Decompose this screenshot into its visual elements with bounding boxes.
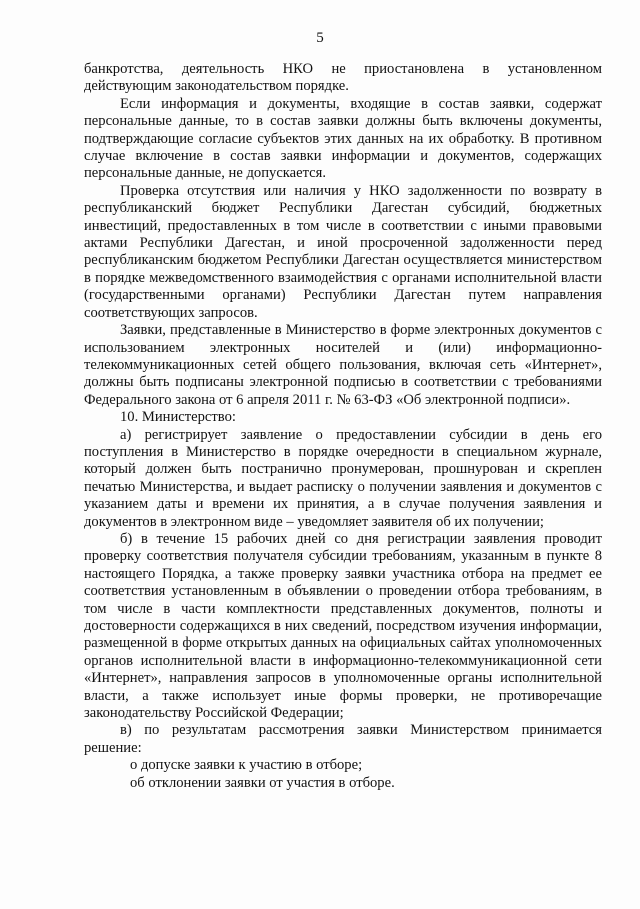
paragraph-item-10-b: б) в течение 15 рабочих дней со дня регистрации заявления проводит проверку соответствия получателя субсидии требованиям, указанным в пункте 8 настоящего Порядка, а также проверку заявки участника отбора на предмет ее соответствия установленным в объявлении о проведении отбора требованиям, в том числе в части комплектности представленных документов, полноты и достоверности содержащихся в них сведений, посредством изучения информации, размещенной в форме открытых данных на официальных сайтах уполномоченных органов исполнительной власти в информационно-телекоммуникационной сети «Интернет», направления запросов в уполномоченные органы исполнительной власти, а также использует иные формы проверки, не противоречащие законодательству Российской Федерации;	[84, 530, 602, 722]
paragraph-item-10-c: в) по результатам рассмотрения заявки Министерством принимается решение:	[84, 722, 602, 756]
paragraph-decision-admit: о допуске заявки к участию в отборе;	[130, 757, 363, 774]
document-body	[84, 61, 602, 792]
paragraph-item-10-a: а) регистрирует заявление о предоставлении субсидии в день его поступления в Министерство в порядке очередности в специальном журнале, который должен быть постранично пронумерован, прошнурован и скреплен печатью Министерства, и выдает расписку о получении заявления и документов с указанием даты и времени их принятия, а в случае получения заявления и документов в электронном виде – уведомляет заявителя об их получении;	[84, 426, 602, 530]
paragraph-decision-reject: об отклонении заявки от участия в отборе.	[130, 774, 395, 791]
page-number: 5	[316, 30, 324, 46]
paragraph-bankruptcy-continuation: банкротства, деятельность НКО не приостановлена в установленном действующим законодательством порядке.	[84, 61, 602, 95]
paragraph-electronic-applications: Заявки, представленные в Министерство в форме электронных документов с использованием электронных носителей и (или) информационно-телекоммуникационных сетей общего пользования, включая сеть «Интернет», должны быть подписаны электронной подписью в соответствии с требованиями Федерального закона от 6 апреля 2011 г. № 63-ФЗ «Об электронной подписи».	[84, 322, 602, 408]
paragraph-debt-check: Проверка отсутствия или наличия у НКО задолженности по возврату в республиканский бюджет Республики Дагестан субсидий, бюджетных инвестиций, предоставленных в том числе в соответствии с иными правовыми актами Республики Дагестан, и иной просроченной задолженности перед республиканским бюджетом Республики Дагестан осуществляется министерством в порядке межведомственного взаимодействия с органами исполнительной власти (государственными органами) Республики Дагестан путем направления соответствующих запросов.	[84, 182, 602, 321]
paragraph-personal-data: Если информация и документы, входящие в состав заявки, содержат персональные данные, то в состав заявки должны быть включены документы, подтверждающие согласие субъектов этих данных на их обработку. В противном случае включение в состав заявки информации и документов, содержащих персональные данные, не допускается.	[84, 95, 602, 182]
paragraph-item-10-heading: 10. Министерство:	[120, 409, 236, 426]
